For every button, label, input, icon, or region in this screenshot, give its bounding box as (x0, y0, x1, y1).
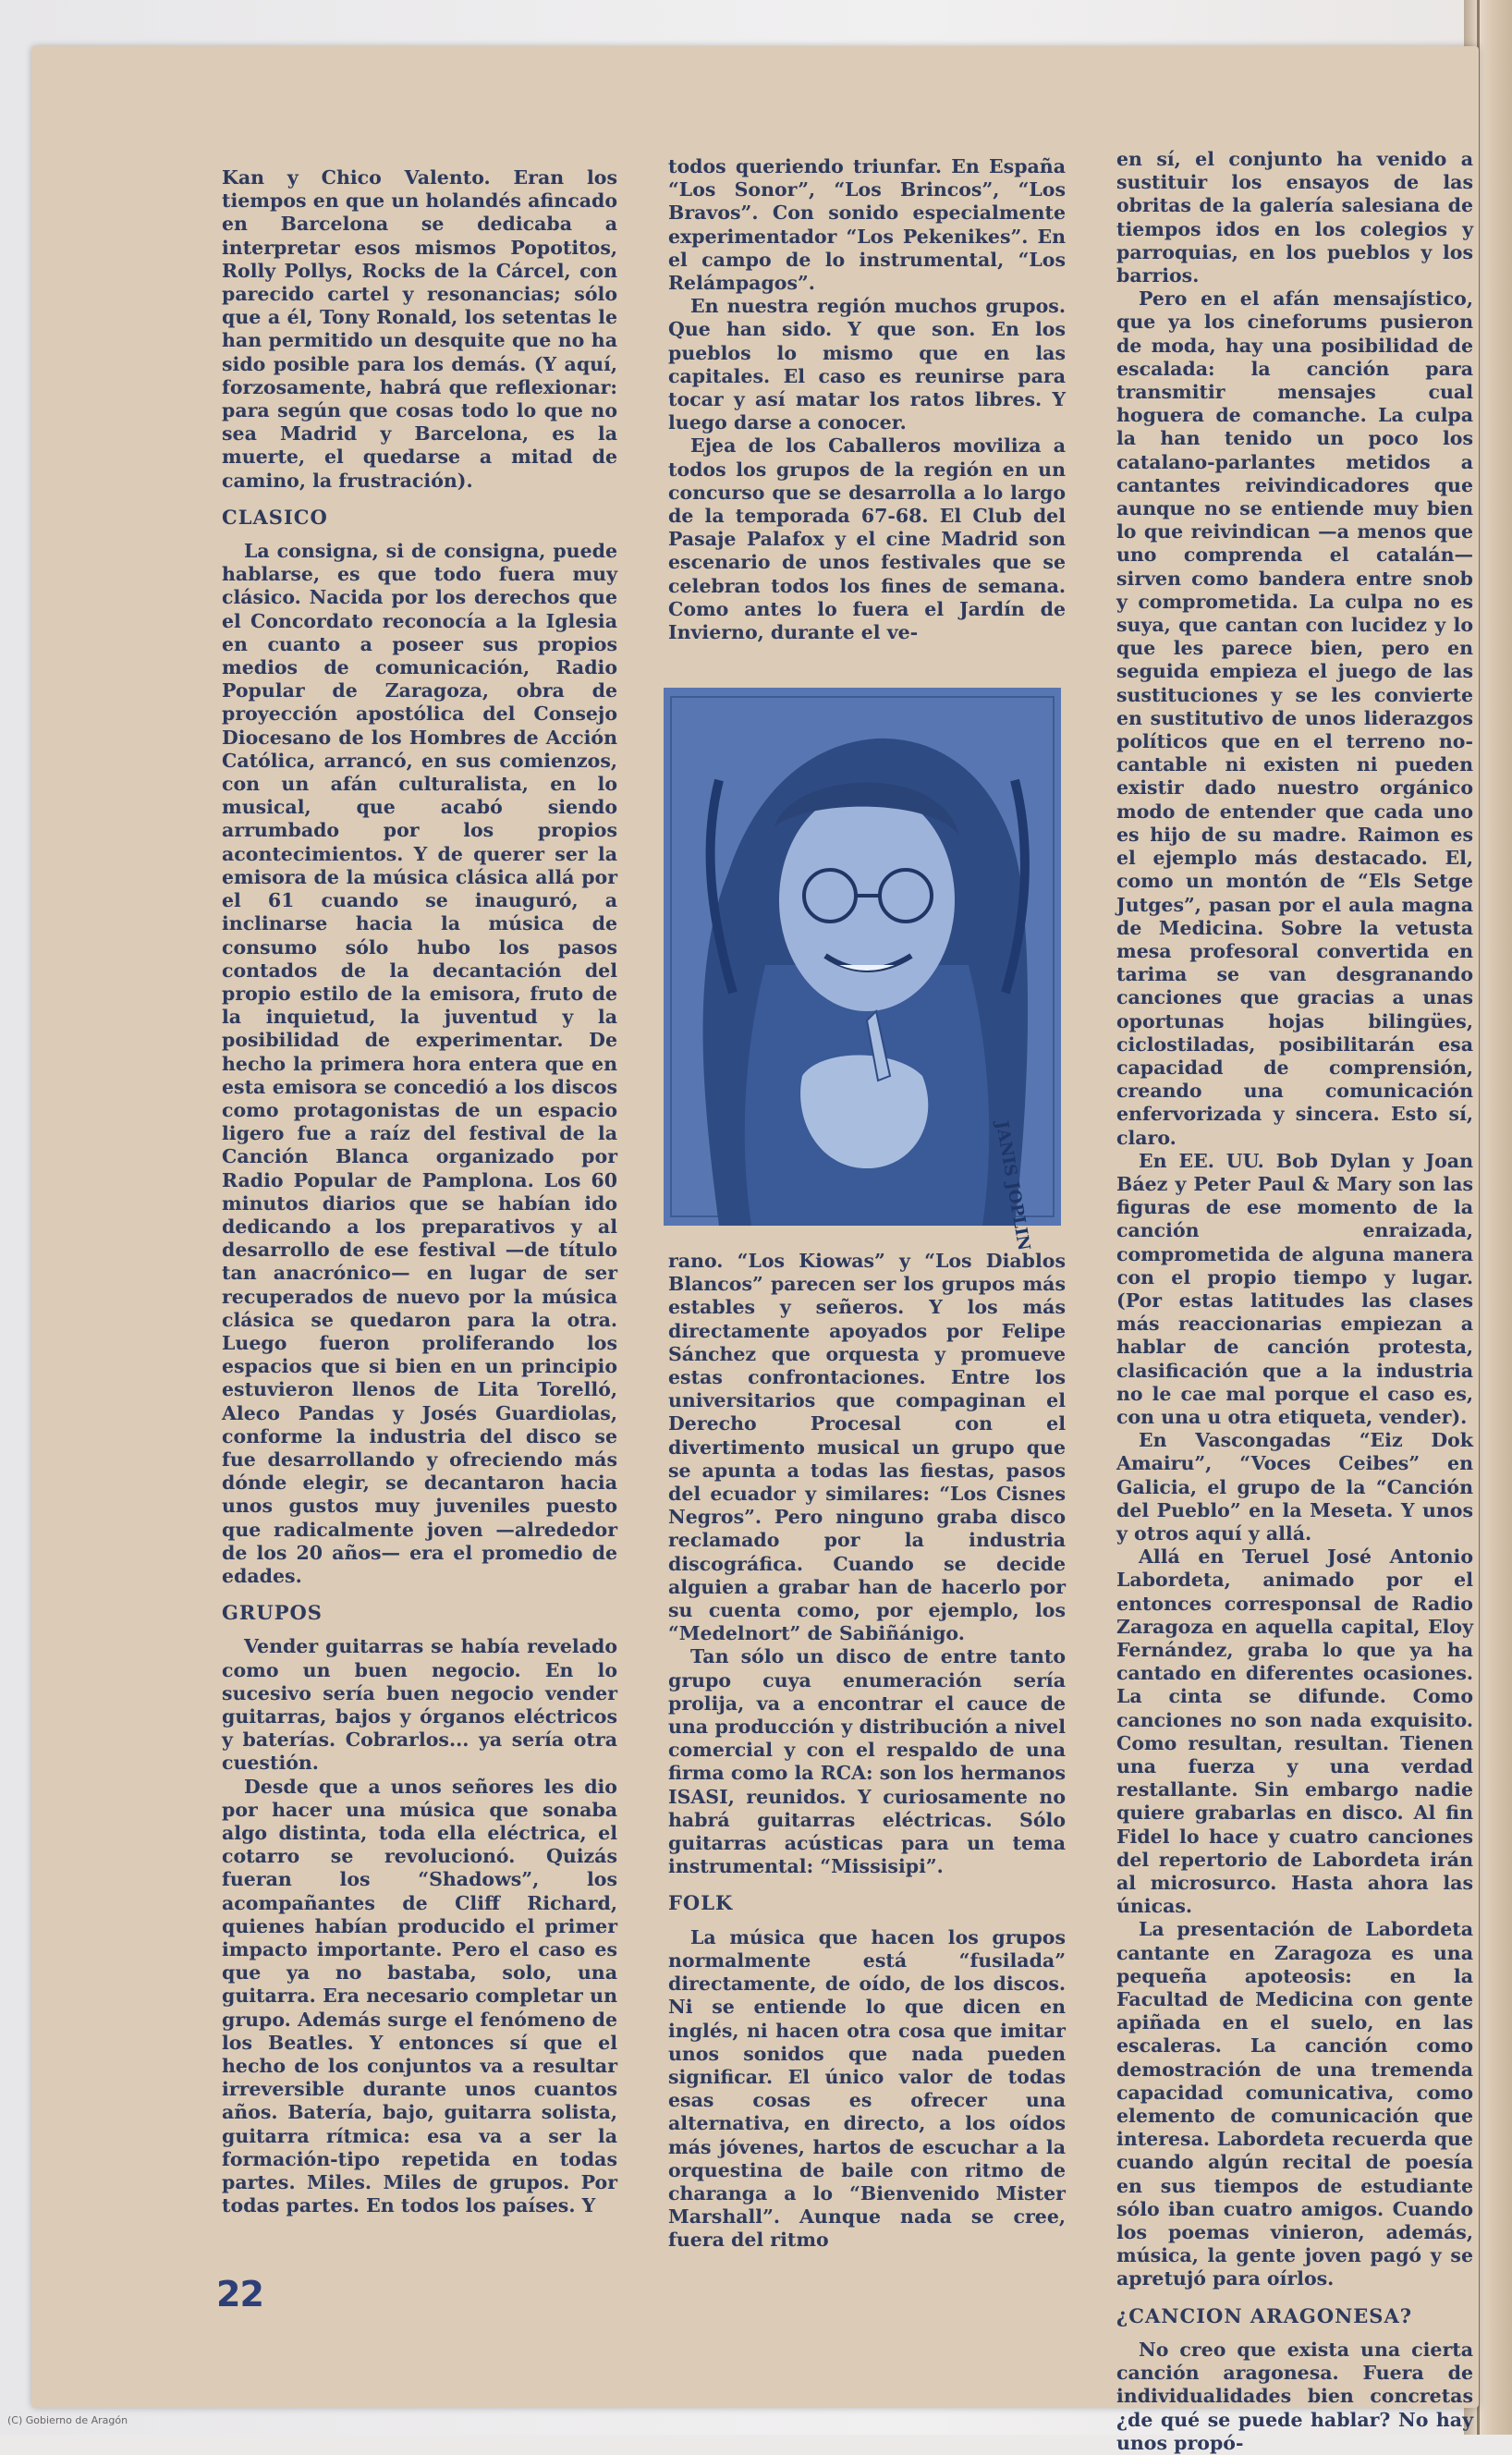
paragraph: todos queriendo triunfar. En España “Los Sonor”, “Los Brincos”, “Los Bravos”. Con sonido especialmente experimentador “Los Pekenikes”. En el campo de lo instrumental, “Los Relámpagos”. (668, 155, 1066, 295)
paragraph: En nuestra región muchos grupos. Que han sido. Y que son. En los pueblos lo mismo que en las capitales. El caso es reunirse para tocar y así matar los ratos libres. Y luego darse a conocer. (668, 295, 1066, 434)
column-middle-bottom (668, 1250, 1066, 2253)
column-right (1116, 148, 1473, 2454)
photo-signature: JANIS JOPLIN (992, 1119, 1034, 1252)
column-left (222, 166, 617, 2217)
column-middle-top (668, 155, 1066, 644)
paragraph: Allá en Teruel José Antonio Labordeta, animado por el entonces corresponsal de Radio Zaragoza en aquella capital, Eloy Fernández, graba lo que ya ha cantado en diferentes ocasiones. La cinta se difunde. Como canciones no son nada exquisito. Como resultan, resultan. Tienen una fuerza y una verdad restallante. Sin embargo nadie quiere grabarlas en disco. Al fin Fidel lo hace y cuatro canciones del repertorio de Labordeta irán al microsurco. Hasta ahora las únicas. (1116, 1545, 1473, 1918)
paragraph: No creo que exista una cierta canción aragonesa. Fuera de individualidades bien concretas ¿de qué se puede hablar? No hay unos propó- (1116, 2338, 1473, 2454)
paragraph: La consigna, si de consigna, puede hablarse, es que todo fuera muy clásico. Nacida por los derechos que el Concordato reconocía a la Iglesia en cuanto a poseer sus propios medios de comunicación, Radio Popular de Zaragoza, obra de proyección apostólica del Consejo Diocesano de los Hombres de Acción Católica, arrancó, en sus comienzos, con un afán culturalista, en lo musical, que acabó siendo arrumbado por los propios acontecimientos. Y de querer ser la emisora de la música clásica allá por el 61 cuando se inauguró, a inclinarse hacia la música de consumo sólo hubo los pasos contados de la decantación del propio estilo de la emisora, fruto de la inquietud, la juventud y la posibilidad de experimentar. De hecho la primera hora entera que en esta emisora se concedió a los discos como protagonistas de un espacio ligero fue a raíz del festival de la Canción Blanca organizado por Radio Popular de Pamplona. Los 60 minutos diarios que se habían ido dedicando a los preparativos y al desarrollo de ese festival —de título tan anacrónico— en lugar de ser recuperados de nuevo por la música clásica se quedaron para la otra. Luego fueron proliferando los espacios que si bien en un principio estuvieron llenos de Lita Torelló, Aleco Pandas y Josés Guardiolas, conforme la industria del disco se fue desarrollando y ofreciendo más dónde elegir, se decantaron hacia unos gustos muy juveniles puesto que radicalmente joven —alrededor de los 20 años— era el promedio de edades. (222, 540, 617, 1587)
image-credit: (C) Gobierno de Aragón (7, 2414, 128, 2426)
section-heading-clasico: CLASICO (222, 505, 328, 529)
paragraph: La presentación de Labordeta cantante en Zaragoza es una pequeña apoteosis: en la Facultad de Medicina con gente apiñada en el suelo, en las escaleras. La canción como demostración de una tremenda capacidad comunicativa, como elemento de comunicación que interesa. Labordeta recuerda que cuando algún recital de poesía en sus tiempos de estudiante sólo iban cuatro amigos. Cuando los poemas vinieron, además, música, la gente joven pagó y se apretujó para oírlos. (1116, 1918, 1473, 2290)
paragraph: Kan y Chico Valento. Eran los tiempos en que un holandés afincado en Barcelona se dedicaba a interpretar esos mismos Popotitos, Rolly Pollys, Rocks de la Cárcel, con parecido cartel y resonancias; sólo que a él, Tony Ronald, los setentas le han permitido un desquite que no ha sido posible para los demás. (Y aquí, forzosamente, habrá que reflexionar: para según que cosas todo lo que no sea Madrid y Barcelona, es la muerte, el quedarse a mitad de camino, la frustración). (222, 166, 617, 492)
page-number: 22 (216, 2274, 263, 2315)
paragraph: en sí, el conjunto ha venido a sustituir los ensayos de las obritas de la galería salesiana de tiempos idos en los colegios y parroquias, en los pueblos y los barrios. (1116, 148, 1473, 287)
paragraph: La música que hacen los grupos normalmente está “fusilada” directamente, de oído, de los discos. Ni se entiende lo que dicen en inglés, ni hacen otra cosa que imitar unos sonidos que nada pueden significar. El único valor de todas esas cosas es ofrecer una alternativa, en directo, a los oídos más jóvenes, hartos de escuchar a la orquestina de baile con ritmo de charanga a lo “Bienvenido Mister Marshall”. Aunque nada se cree, fuera del ritmo (668, 1925, 1066, 2252)
section-heading-cancion-aragonesa: ¿CANCION ARAGONESA? (1116, 2303, 1413, 2327)
section-heading-grupos: GRUPOS (222, 1601, 323, 1625)
janis-joplin-photo (664, 688, 1061, 1252)
paragraph: rano. “Los Kiowas” y “Los Diablos Blancos” parecen ser los grupos más estables y señeros. Y los más directamente apoyados por Felipe Sánchez que orquesta y promueve estas confrontaciones. Entre los universitarios que compaginan el Derecho Procesal con el divertimento musical un grupo que se apunta a todas las fiestas, pasos del ecuador y similares: “Los Cisnes Negros”. Pero ninguno graba disco reclamado por la industria discográfica. Cuando se decide alguien a grabar han de hacerlo por su cuenta como, por ejemplo, los “Medelnort” de Sabiñánigo. (668, 1250, 1066, 1645)
paragraph: Desde que a unos señores les dio por hacer una música que sonaba algo distinta, toda ella eléctrica, el cotarro se revolucionó. Quizás fueran los “Shadows”, los acompañantes de Cliff Richard, quienes habían producido el primer impacto importante. Pero el caso es que ya no bastaba, solo, una guitarra. Era necesario completar un grupo. Además surge el fenómeno de los Beatles. Y entonces sí que el hecho de los conjuntos va a resultar irreversible durante unos cuantos años. Batería, bajo, guitarra solista, guitarra rítmica: esa va a ser la formación-tipo repetida en todas partes. Miles. Miles de grupos. Por todas partes. En todos los países. Y (222, 1775, 617, 2217)
section-heading-folk: FOLK (668, 1891, 734, 1915)
portrait-illustration (664, 688, 1061, 1252)
paragraph: Tan sólo un disco de entre tanto grupo cuya enumeración sería prolija, va a encontrar el cauce de una producción y distribución a nivel comercial y con el respaldo de una firma como la RCA: son los hermanos ISASI, reunidos. Y curiosamente no habrá guitarras eléctricas. Sólo guitarras acústicas para un tema instrumental: “Missisipi”. (668, 1645, 1066, 1878)
paragraph: En EE. UU. Bob Dylan y Joan Báez y Peter Paul & Mary son las figuras de ese momento de la canción enraizada, comprometida de alguna manera con el propio tiempo y lugar. (Por estas latitudes las clases más reaccionarias empiezan a hablar de canción protesta, clasificación que a la industria no le cae mal porque el caso es, con una u otra etiqueta, vender). (1116, 1149, 1473, 1428)
paragraph: Pero en el afán mensajístico, que ya los cineforums pusieron de moda, hay una posibilidad de escalada: la canción para transmitir mensajes cual hoguera de comanche. La culpa la han tenido un poco los catalano-parlantes metidos a cantantes reivindicadores que aunque no se entiende muy bien lo que reivindican —a menos que uno comprenda el catalán— sirven como bandera entre snob y comprometida. La culpa no es suya, que cantan con lucidez y lo que les parece bien, pero en seguida empieza el juego de las sustituciones y se les convierte en sustitutivo de unos liderazgos políticos que en el terreno no-cantable ni existen ni pueden existir dado nuestro orgánico modo de entender que cada uno es hijo de su madre. Raimon es el ejemplo más destacado. El, como un montón de “Els Setge Jutges”, pasan por el aula magna de Medicina. Sobre la vetusta mesa profesoral convertida en tarima se van desgranando canciones que gracias a unas oportunas hojas bilingües, ciclostiladas, posibilitarán esa capacidad de comprensión, creando una comunicación enfervorizada y sincera. Esto sí, claro. (1116, 287, 1473, 1149)
paragraph: En Vascongadas “Eiz Dok Amairu”, “Voces Ceibes” en Galicia, el grupo de la “Canción del Pueblo” en la Meseta. Y unos y otros aquí y allá. (1116, 1429, 1473, 1545)
paragraph: Ejea de los Caballeros moviliza a todos los grupos de la región en un concurso que se desarrolla a lo largo de la temporada 67-68. El Club del Pasaje Palafox y el cine Madrid son escenario de unos festivales que se celebran todos los fines de semana. Como antes lo fuera el Jardín de Invierno, durante el ve- (668, 434, 1066, 644)
paragraph: Vender guitarras se había revelado como un buen negocio. En lo sucesivo sería buen negocio vender guitarras, bajos y órganos eléctricos y baterías. Cobrarlos... ya sería otra cuestión. (222, 1635, 617, 1775)
